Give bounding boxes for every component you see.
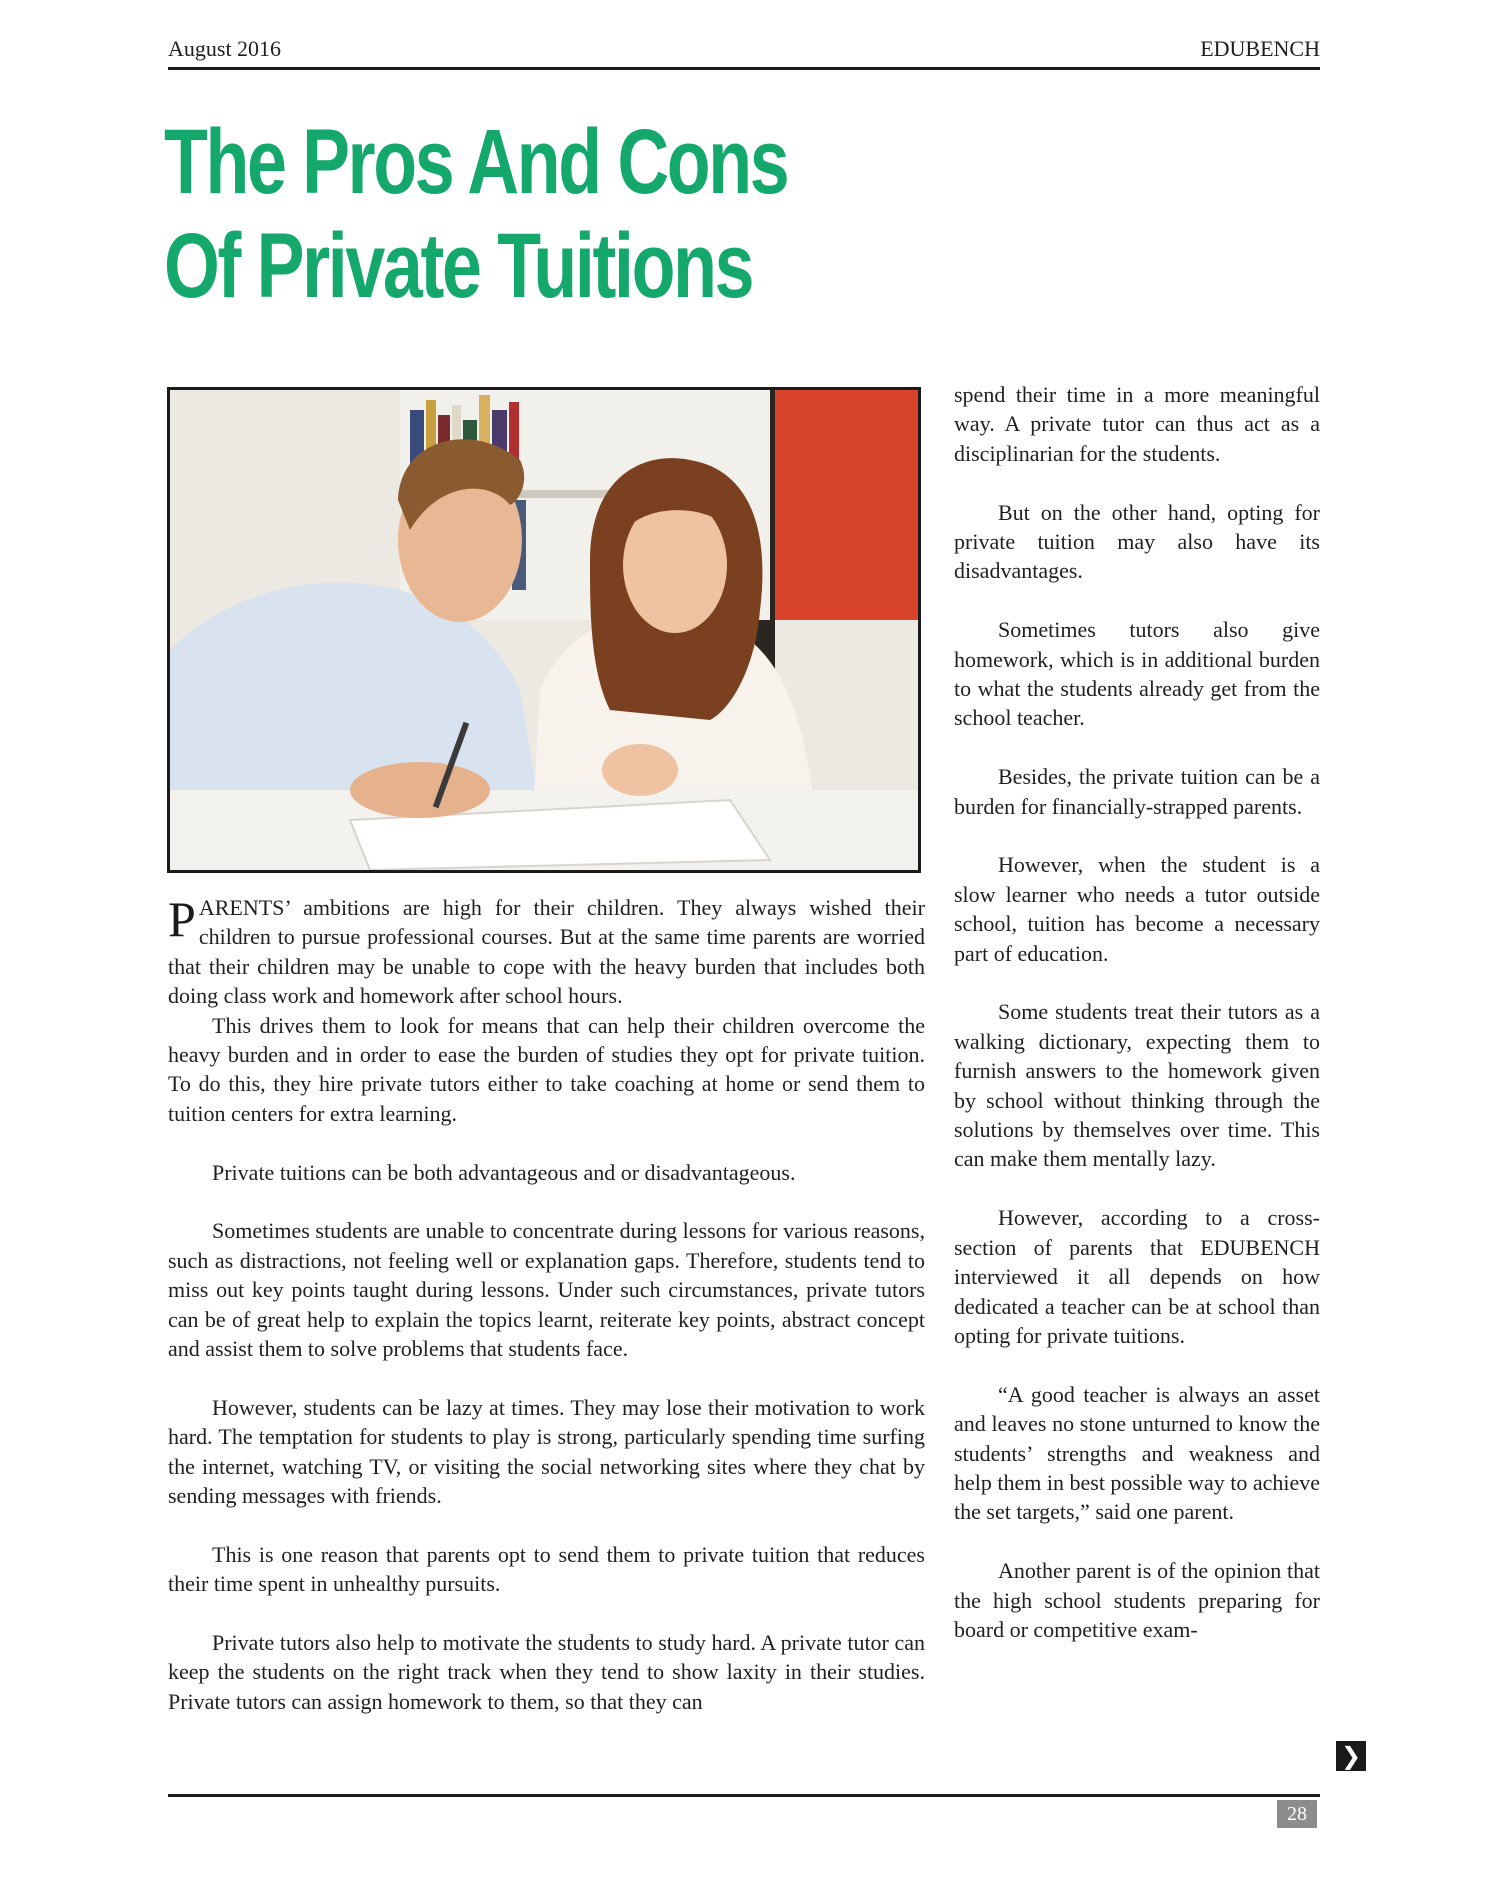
article-title <box>164 110 787 318</box>
continue-arrow-icon[interactable]: ❯ <box>1336 1741 1366 1771</box>
left-column <box>168 893 925 1716</box>
body-paragraph: Besides, the private tuition can be a burden for financially-strapped parents. <box>954 764 1320 819</box>
title-line-2: Of Private Tuitions <box>164 215 753 317</box>
body-paragraph: Sometimes tutors also give homework, which is in additional burden to what the students already get from the school teacher. <box>954 617 1320 731</box>
page-number: 28 <box>1277 1800 1317 1828</box>
header-rule <box>168 67 1320 70</box>
lead-paragraph <box>168 893 925 1011</box>
body-paragraph: Private tutors also help to motivate the students to study hard. A private tutor can keep the students on the right track when they tend to show laxity in their studies. Private tutors can assign homework to them, so that they can <box>168 1630 925 1714</box>
drop-cap: P <box>168 891 196 947</box>
publication-name: EDUBENCH <box>1200 36 1320 61</box>
title-line-1: The Pros And Cons <box>164 111 788 213</box>
body-paragraph: Another parent is of the opinion that the high school students preparing for board or competitive exam- <box>954 1558 1320 1642</box>
body-paragraph: This is one reason that parents opt to send them to private tuition that reduces their time spent in unhealthy pursuits. <box>168 1541 925 1597</box>
body-paragraph: spend their time in a more meaningful way. A private tutor can thus act as a disciplinarian for the students. <box>954 382 1320 466</box>
body-paragraph: Some students treat their tutors as a walking dictionary, expecting them to furnish answers to the homework given by school without thinking through the solutions by themselves over time. This can make them mentally lazy. <box>954 999 1320 1172</box>
tutor-student-illustration <box>170 390 918 870</box>
body-paragraph: However, students can be lazy at times. They may lose their motivation to work hard. The temptation for students to play is strong, particularly spending time surfing the internet, watching TV, or visiting the social networking sites where they chat by sending messages with friends. <box>168 1394 925 1509</box>
body-paragraph: But on the other hand, opting for private tuition may also have its disadvantages. <box>954 499 1320 584</box>
footer-rule <box>168 1794 1320 1797</box>
right-column <box>954 380 1320 1644</box>
body-paragraph: Private tuitions can be both advantageous and or disadvantageous. <box>212 1159 796 1185</box>
lead-text: ARENTS’ ambitions are high for their children. They always wished their children to pursue professional courses. But at the same time parents are worried that their children may be unable to cope with the heavy burden that includes both doing class work and homework after school hours. <box>168 895 925 1009</box>
body-paragraph: However, according to a cross-section of parents that EDUBENCH interviewed it all depends on how dedicated a teacher can be at school than opting for private tuitions. <box>954 1205 1320 1348</box>
body-paragraph: “A good teacher is always an asset and leaves no stone unturned to know the students’ strengths and weakness and help them in best possible way to achieve the set targets,” said one parent. <box>954 1381 1320 1525</box>
issue-date: August 2016 <box>168 36 282 61</box>
body-paragraph: This drives them to look for means that can help their children overcome the heavy burden and in order to ease the burden of studies they opt for private tuition. To do this, they hire private tutors either to take coaching at home or send them to tuition centers for extra learning. <box>168 1012 925 1126</box>
body-paragraph: Sometimes students are unable to concentrate during lessons for various reasons, such as distractions, not feeling well or explanation gaps. Therefore, students tend to miss out key points taught during lessons. Under such circumstances, private tutors can be of great help to explain the topics learnt, reiterate key points, abstract concept and assist them to solve problems that students face. <box>168 1218 925 1362</box>
article-photo <box>167 387 921 873</box>
body-paragraph: However, when the student is a slow learner who needs a tutor outside school, tuition has become a necessary part of education. <box>954 852 1320 966</box>
